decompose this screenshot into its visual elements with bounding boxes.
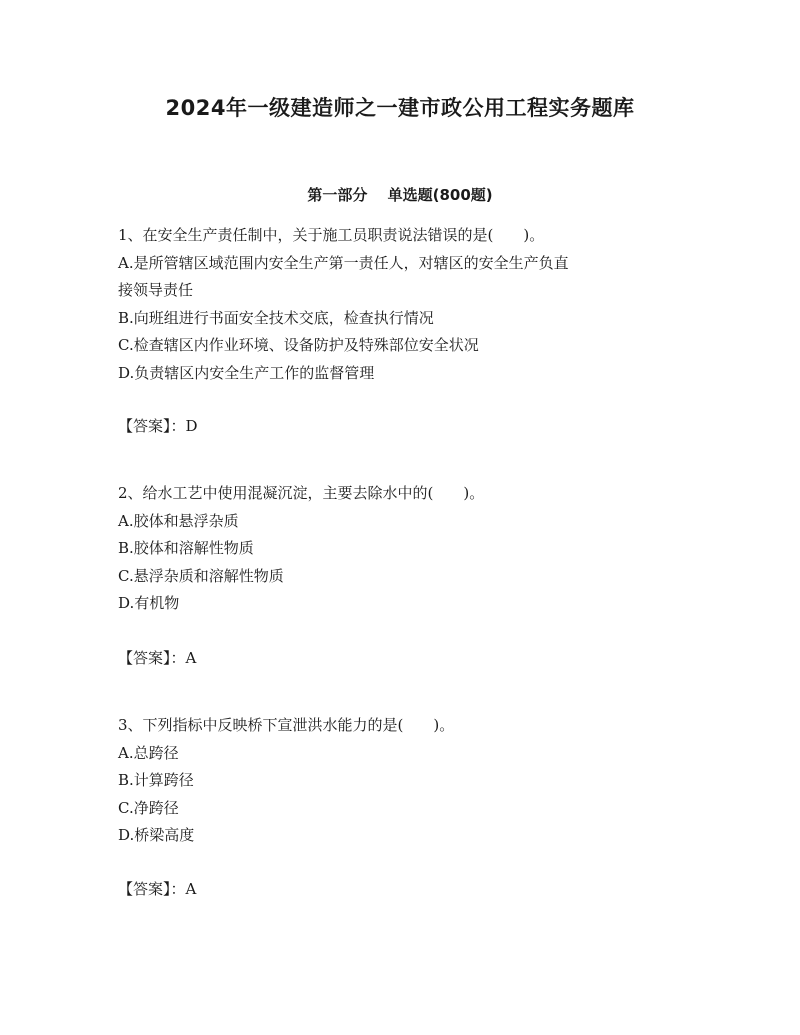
question-1 <box>118 222 678 387</box>
option-a-continuation: 接领导责任 <box>118 281 194 299</box>
option-d: D.负责辖区内安全生产工作的监督管理 <box>118 363 375 382</box>
answer-label: 【答案】 <box>118 649 171 667</box>
answer-value: ：D <box>170 417 198 435</box>
question-3 <box>118 712 678 850</box>
option-a: A.总跨径 <box>118 743 179 762</box>
option-d: D.桥梁高度 <box>118 826 195 844</box>
answer-label: 【答案】 <box>118 880 171 898</box>
answer-label: 【答案】 <box>118 417 171 435</box>
answer-value: ：A <box>170 880 197 898</box>
option-b: B.胶体和溶解性物质 <box>118 539 254 557</box>
document-title: 2024年一级建造师之一建市政公用工程实务题库 <box>165 96 635 120</box>
option-d: D.有机物 <box>118 594 180 612</box>
question-2 <box>118 480 678 618</box>
question-stem: 2、给水工艺中使用混凝沉淀，主要去除水中的( )。 <box>118 484 485 502</box>
option-b: B.向班组进行书面安全技术交底，检查执行情况 <box>118 308 434 327</box>
section-title: 第一部分 单选题(800题) <box>307 186 493 204</box>
option-c: C.净跨径 <box>118 798 179 817</box>
answer-3 <box>118 876 196 903</box>
option-a: A.胶体和悬浮杂质 <box>118 511 239 530</box>
option-c: C.悬浮杂质和溶解性物质 <box>118 566 284 585</box>
answer-2 <box>118 645 196 672</box>
answer-value: ：A <box>170 649 197 667</box>
option-a: A.是所管辖区域范围内安全生产第一责任人，对辖区的安全生产负直 <box>118 253 569 272</box>
option-b: B.计算跨径 <box>118 771 194 789</box>
answer-1 <box>118 413 198 440</box>
question-stem: 1、在安全生产责任制中，关于施工员职责说法错误的是( )。 <box>118 226 545 244</box>
question-stem: 3、下列指标中反映桥下宣泄洪水能力的是( )。 <box>118 716 455 734</box>
option-c: C.检查辖区内作业环境、设备防护及特殊部位安全状况 <box>118 336 479 354</box>
